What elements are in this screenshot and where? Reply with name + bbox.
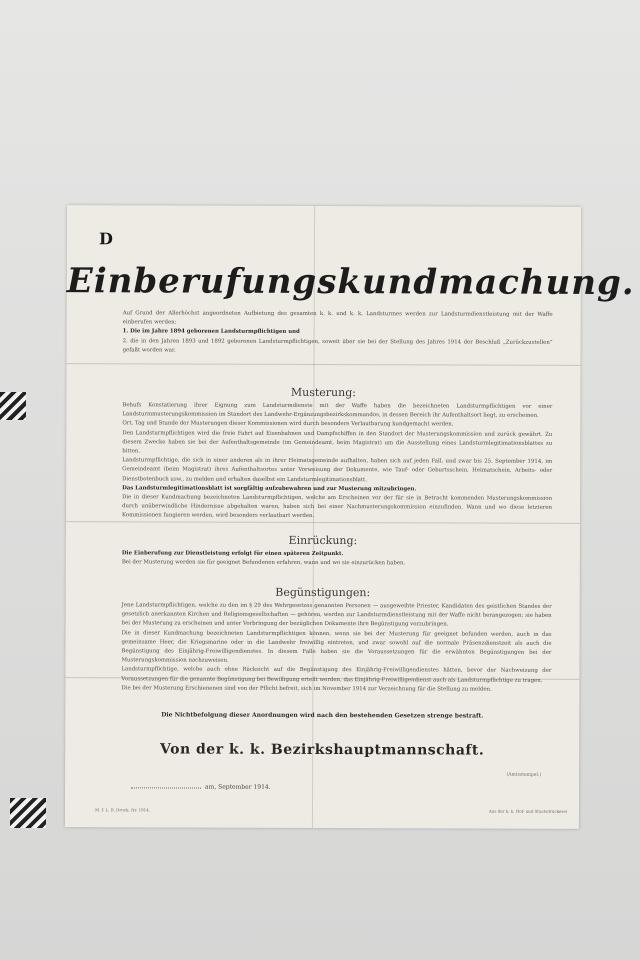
paragraph: Landsturmpflichtige, welche auch ohne Rücksicht auf die Begünstigung des Einjährig-Freiwilligendienstes hätten, bevor der Nachweisung der Voraussetzungen für die genannte Begünstigung bei Bewilligung erteilt werden, das Einjährig-Freiwilligendienst auch als Landsturmpflichtige zu tragen. — [121, 666, 552, 684]
paragraph: Die bei der Musterung Erschienenen sind von der Pflicht befreit, sich im November 1914 zur Verzeichnung für die Stellung zu melden. — [121, 685, 492, 693]
intro-item: 2. die in den Jahren 1893 und 1892 geborenen Landsturmpflichtigen, soweit über sie bei der Stellung des Jahres 1914 der Beschluß „Zurückzustellen“ gefaßt worden war. — [122, 337, 553, 354]
section-heading-musterung: Musterung: — [290, 385, 357, 400]
section-heading-begunstigungen: Begünstigungen: — [275, 585, 371, 600]
paragraph: Die in dieser Kundmachung bezeichneten Landsturmpflichtigen, welche am Erscheinen vor der für sie in Betracht kommenden Musterungskommission durch unüberwindliche Hindernisse abgehalten waren, haben sich bei einer Nachmusterungskommission einzufinden. Wann und wo diese letzteren Kommissionen fungieren werden, wird besonders verlautbart werden. — [121, 494, 553, 520]
paragraph: Jene Landsturmpflichtigen, welche zu den im § 29 des Wehrgesetzes genannten Personen — ausgeweihte Priester, Kandidaten des geistlichen Standes der gesetzlich anerkannten Kirchen und Religionsgesellschaften — gehören, werden zur Landsturmdienstleistung mit der Waffe nicht herangezogen; sie haben bei der Musterung zu erscheinen und unter Vorbringung der bezüglichen Dokumente ihre Begünstigung vorzubringen. — [121, 602, 552, 628]
issuing-authority: Von der k. k. Bezirkshauptmannschaft. — [160, 741, 485, 759]
paragraph: Landsturmpflichtige, die sich in einer anderen als in ihrer Heimatsgemeinde aufhalten, haben sich auf jeden Fall, und zwar bis 25. September 1914, im Gemeindeamt (beim Magistrat) ihres Aufenthaltsortes unter Vorweisung der Dokumente, wie Tauf- oder Geburtsschein, Heimatschein, Arbeits- oder Dienstbotenbuch usw., zu melden und erhalten daselbst ein Landsturmlegitimationsblatt. — [122, 457, 553, 483]
printer-note: M. f. L. B. Druck. Nr. 1914. — [94, 807, 151, 813]
intro-item: 1. Die im Jahre 1894 geborenen Landsturmpflichtigen und — [122, 328, 300, 336]
paragraph: Den Landsturmpflichtigen wird die freie Fahrt auf Eisenbahnen und Dampfschiffen in den Standort der Musterungskommission und zurück gewährt. Zu diesem Zwecke haben sie bei der Aufenthaltsgemeinde (im Gemeindeamt, beim Magistrat) um die Ausstellung eines Landsturmlegitimationsblattes zu bitten. — [122, 429, 553, 455]
scale-marker — [0, 392, 26, 420]
paragraph: Die in dieser Kundmachung bezeichneten Landsturmpflichtigen können, wenn sie bei der Musterung für geeignet befunden werden, auch in das gemeinsame Heer, die Kriegsmarine oder in die Landwehr freiwillig eintreten, und zwar sowohl auf die normale Präsenzdienstzeit als auch die Begünstigung des Einjährig-Freiwilligendienstes. In diesem Falle haben sie die Voraussetzungen für die erwähnten Begünstigungen bei der Musterungskommission nachzuweisen. — [121, 629, 552, 664]
einruckung-block — [112, 549, 552, 569]
paragraph: Die Einberufung zur Dienstleistung erfolgt für einen späteren Zeitpunkt. — [121, 550, 344, 558]
date-prefix: am — [205, 783, 215, 791]
page-title: Einberufungskundmachung. — [66, 261, 635, 304]
date-line — [131, 783, 271, 790]
paragraph: Behufs Konstatierung ihrer Eignung zum Landsturmdienste mit der Waffe haben die bezeichneten Landsturmpflichtigen vor einer Landsturmmusterungskommission im Standort des Landwehr-Ergänzungsbezirkskommandos, in dessen Bereich ihr Aufenthaltsort liegt, zu erscheinen. — [122, 402, 553, 419]
printer-credit: Aus der k. k. Hof- und Staatsdruckerei — [488, 808, 567, 814]
fold-line — [67, 363, 581, 366]
intro-block — [113, 309, 553, 357]
paragraph: Ort, Tag und Stunde der Musterungen dieser Kommissionen wird durch besondere Verlautbarung kundgemacht werden. — [122, 420, 454, 428]
closing-warning: Die Nichtbefolgung dieser Anordnungen wird nach den bestehenden Gesetzen strenge bestraft. — [161, 711, 484, 720]
corner-letter: D — [98, 229, 113, 249]
section-heading-einruckung: Einrückung: — [288, 533, 358, 548]
paragraph: Bei der Musterung werden sie für geeignet Befundenen erfahren, wann und wo sie einzurücken haben. — [121, 559, 406, 567]
begunstigungen-block — [111, 601, 551, 695]
paragraph: Das Landsturmlegitimationsblatt ist sorgfältig aufzubewahren und zur Musterung mitzubringen. — [122, 485, 417, 493]
intro-text: Auf Grund der Allerhöchst angeordneten Aufbietung des gesamten k. k. und k. k. Landsturmes werden zur Landsturmdienstleistung mit der Waffe einberufen werden: — [122, 310, 553, 326]
musterung-block — [112, 401, 552, 522]
date-text: , September 1914. — [214, 783, 271, 791]
poster-sheet — [65, 205, 635, 829]
blank-line — [131, 787, 201, 788]
scale-marker — [10, 798, 46, 828]
seal-note: (Amtsstempel.) — [506, 772, 542, 778]
